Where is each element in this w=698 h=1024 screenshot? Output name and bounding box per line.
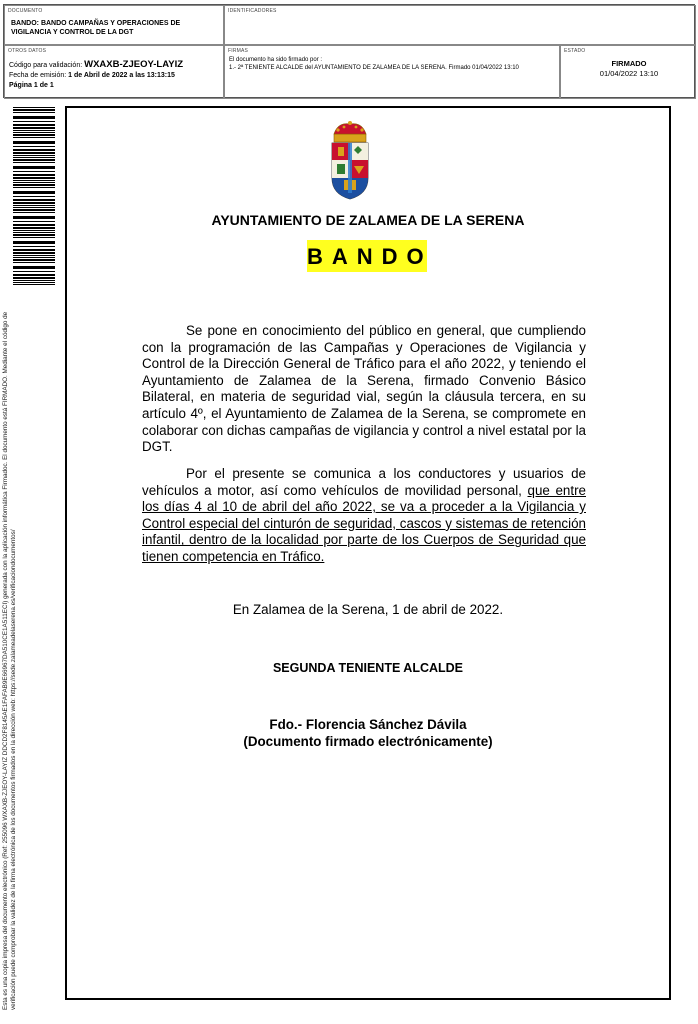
barcode-bar <box>13 177 55 179</box>
barcode-bar <box>13 155 55 156</box>
barcode-bar <box>13 127 55 129</box>
paragraph-2-underlined: que entre los días 4 al 10 de abril del año 2022, se va a proceder a la Vigilancia y Control especial del cinturón de seguridad, cascos y sistemas de retención infantil, dentro de la localidad por parte de los Cuerpos de Seguridad que tienen competencia en Tráfico. <box>142 482 586 564</box>
barcode-bar <box>13 174 55 176</box>
pagina-text: Página 1 de 1 <box>9 82 54 89</box>
signer-note: (Documento firmado electrónicamente) <box>243 734 493 749</box>
firmas-cell <box>224 45 560 99</box>
barcode-bar <box>13 249 55 251</box>
barcode-bar <box>13 157 55 158</box>
barcode-bar <box>13 241 55 244</box>
barcode-bar <box>13 230 55 231</box>
estado-label: ESTADO <box>564 48 586 54</box>
barcode-bar <box>13 274 55 276</box>
coat-of-arms <box>326 120 374 200</box>
document-header <box>3 4 695 98</box>
barcode-bar <box>13 282 55 283</box>
verification-side-text <box>2 310 17 1010</box>
barcode-bar <box>13 237 55 238</box>
documento-label: DOCUMENTO <box>8 8 43 14</box>
identificadores-label: IDENTIFICADORES <box>228 8 277 14</box>
documento-text: BANDO: BANDO CAMPAÑAS Y OPERACIONES DE VIGILANCIA Y CONTROL DE LA DGT <box>11 20 181 36</box>
estado-date: 01/04/2022 13:10 <box>599 69 659 78</box>
barcode-bar <box>13 205 55 206</box>
barcode-bar <box>13 262 55 263</box>
barcode-bar <box>13 162 55 163</box>
barcode-bar <box>13 134 55 136</box>
otros-datos-label: OTROS DATOS <box>8 48 47 54</box>
barcode-bar <box>13 224 55 226</box>
barcode-bar <box>13 221 55 222</box>
barcode-bar <box>13 255 55 256</box>
side-line-1: Esta es una copia impresa del documento electrónico (Ref: 255096 WXAXB-ZJEOY-LAYIZ DDCD2F8145AE1FAFAB9E66967DA510CE1A511ECI) generada con la aplicación informática Firmadoc. El documento está FIRMADO. Mediante el código de <box>2 311 9 1010</box>
estado-cell <box>560 45 696 99</box>
barcode-bar <box>13 246 55 247</box>
barcode-bar <box>13 216 55 219</box>
barcode-bar <box>13 199 55 201</box>
barcode-bar <box>13 207 55 208</box>
place-date: En Zalamea de la Serena, 1 de abril de 2022. <box>232 602 504 617</box>
paragraph-2 <box>142 466 586 566</box>
paragraph-1: Se pone en conocimiento del público en general, que cumpliendo con la programación de las Campañas y Operaciones de Vigilancia y Control de la Dirección General de Tráfico para el año 2022, y teniendo el Ayuntamiento de Zalamea de la Serena, firmado Convenio Básico Bilateral, en materia de seguridad vial, según la cláusula tercera, en su artículo 4º, el Ayuntamiento de Zalamea de la Serena, se compromete en colaborar con dichas campañas de vigilancia y control a nivel estatal por la DGT. <box>142 323 586 455</box>
firmas-line2: 1.- 2ª TENIENTE ALCALDE del AYUNTAMIENTO DE ZALAMEA DE LA SERENA. Firmado 01/04/2022 13:10 <box>229 65 519 71</box>
codigo-row <box>9 59 183 70</box>
barcode-bar <box>13 252 55 254</box>
barcode-bar <box>13 184 55 186</box>
barcode-bar <box>13 159 55 161</box>
side-line-2: verificación puede comprobar la validez de la firma electrónica de los documentos firmados en la dirección web: https://sede.zalameadelaserena.es/verificaciondocumentos/ <box>9 529 17 1010</box>
codigo-label: Código para validación: <box>9 62 83 69</box>
barcode-bar <box>13 257 55 258</box>
otros-datos-cell <box>4 45 224 99</box>
barcode-bar <box>13 271 55 272</box>
barcode-bar <box>13 132 55 133</box>
barcode-bar <box>13 130 55 131</box>
barcode-bar <box>13 152 55 154</box>
paragraph-2-plain: Por el presente se comunica a los conductores y usuarios de vehículos a motor, así como vehículos de movilidad personal, <box>142 466 586 498</box>
barcode-bar <box>13 180 55 181</box>
firmas-line1: El documento ha sido firmado por : <box>229 57 323 63</box>
barcode-bar <box>13 109 55 111</box>
barcode-bar <box>13 137 55 138</box>
barcode-bar <box>13 266 55 269</box>
barcode-bar <box>13 284 55 285</box>
identificadores-cell <box>224 5 696 45</box>
barcode-bar <box>13 234 55 236</box>
barcode-bar <box>13 146 55 147</box>
barcode-bar <box>13 116 55 119</box>
barcode-bar <box>13 182 55 183</box>
fecha-label: Fecha de emisión: <box>9 72 67 79</box>
barcode-bar <box>13 124 55 126</box>
bando-heading: BANDO <box>307 240 427 272</box>
documento-cell <box>4 5 224 45</box>
barcode-bar <box>13 171 55 172</box>
barcode-bar <box>13 166 55 169</box>
barcode-bar <box>13 149 55 151</box>
barcode-bar <box>13 259 55 261</box>
barcode-bar <box>13 107 55 108</box>
barcode-bar <box>13 202 55 204</box>
barcode-bar <box>13 187 55 188</box>
barcode-bar <box>13 280 55 281</box>
codigo-value: WXAXB-ZJEOY-LAYIZ <box>84 59 184 70</box>
barcode-bar <box>13 227 55 229</box>
barcode-bar <box>13 191 55 194</box>
signer-role: SEGUNDA TENIENTE ALCALDE <box>272 661 464 675</box>
fecha-row <box>9 72 175 79</box>
estado-value: FIRMADO <box>611 59 647 68</box>
barcode-bar <box>13 212 55 213</box>
issuer-title: AYUNTAMIENTO DE ZALAMEA DE LA SERENA <box>211 212 525 228</box>
barcode-bar <box>13 141 55 144</box>
firmas-label: FIRMAS <box>228 48 249 54</box>
barcode-bar <box>13 112 55 113</box>
barcode-bar <box>13 121 55 122</box>
barcode-bar <box>13 196 55 197</box>
barcode-bar <box>13 277 55 279</box>
signer-name: Fdo.- Florencia Sánchez Dávila <box>269 717 467 732</box>
barcode-bar <box>13 232 55 233</box>
barcode <box>13 107 55 285</box>
barcode-bar <box>13 209 55 211</box>
fecha-value: 1 de Abril de 2022 a las 13:13:15 <box>68 72 175 79</box>
